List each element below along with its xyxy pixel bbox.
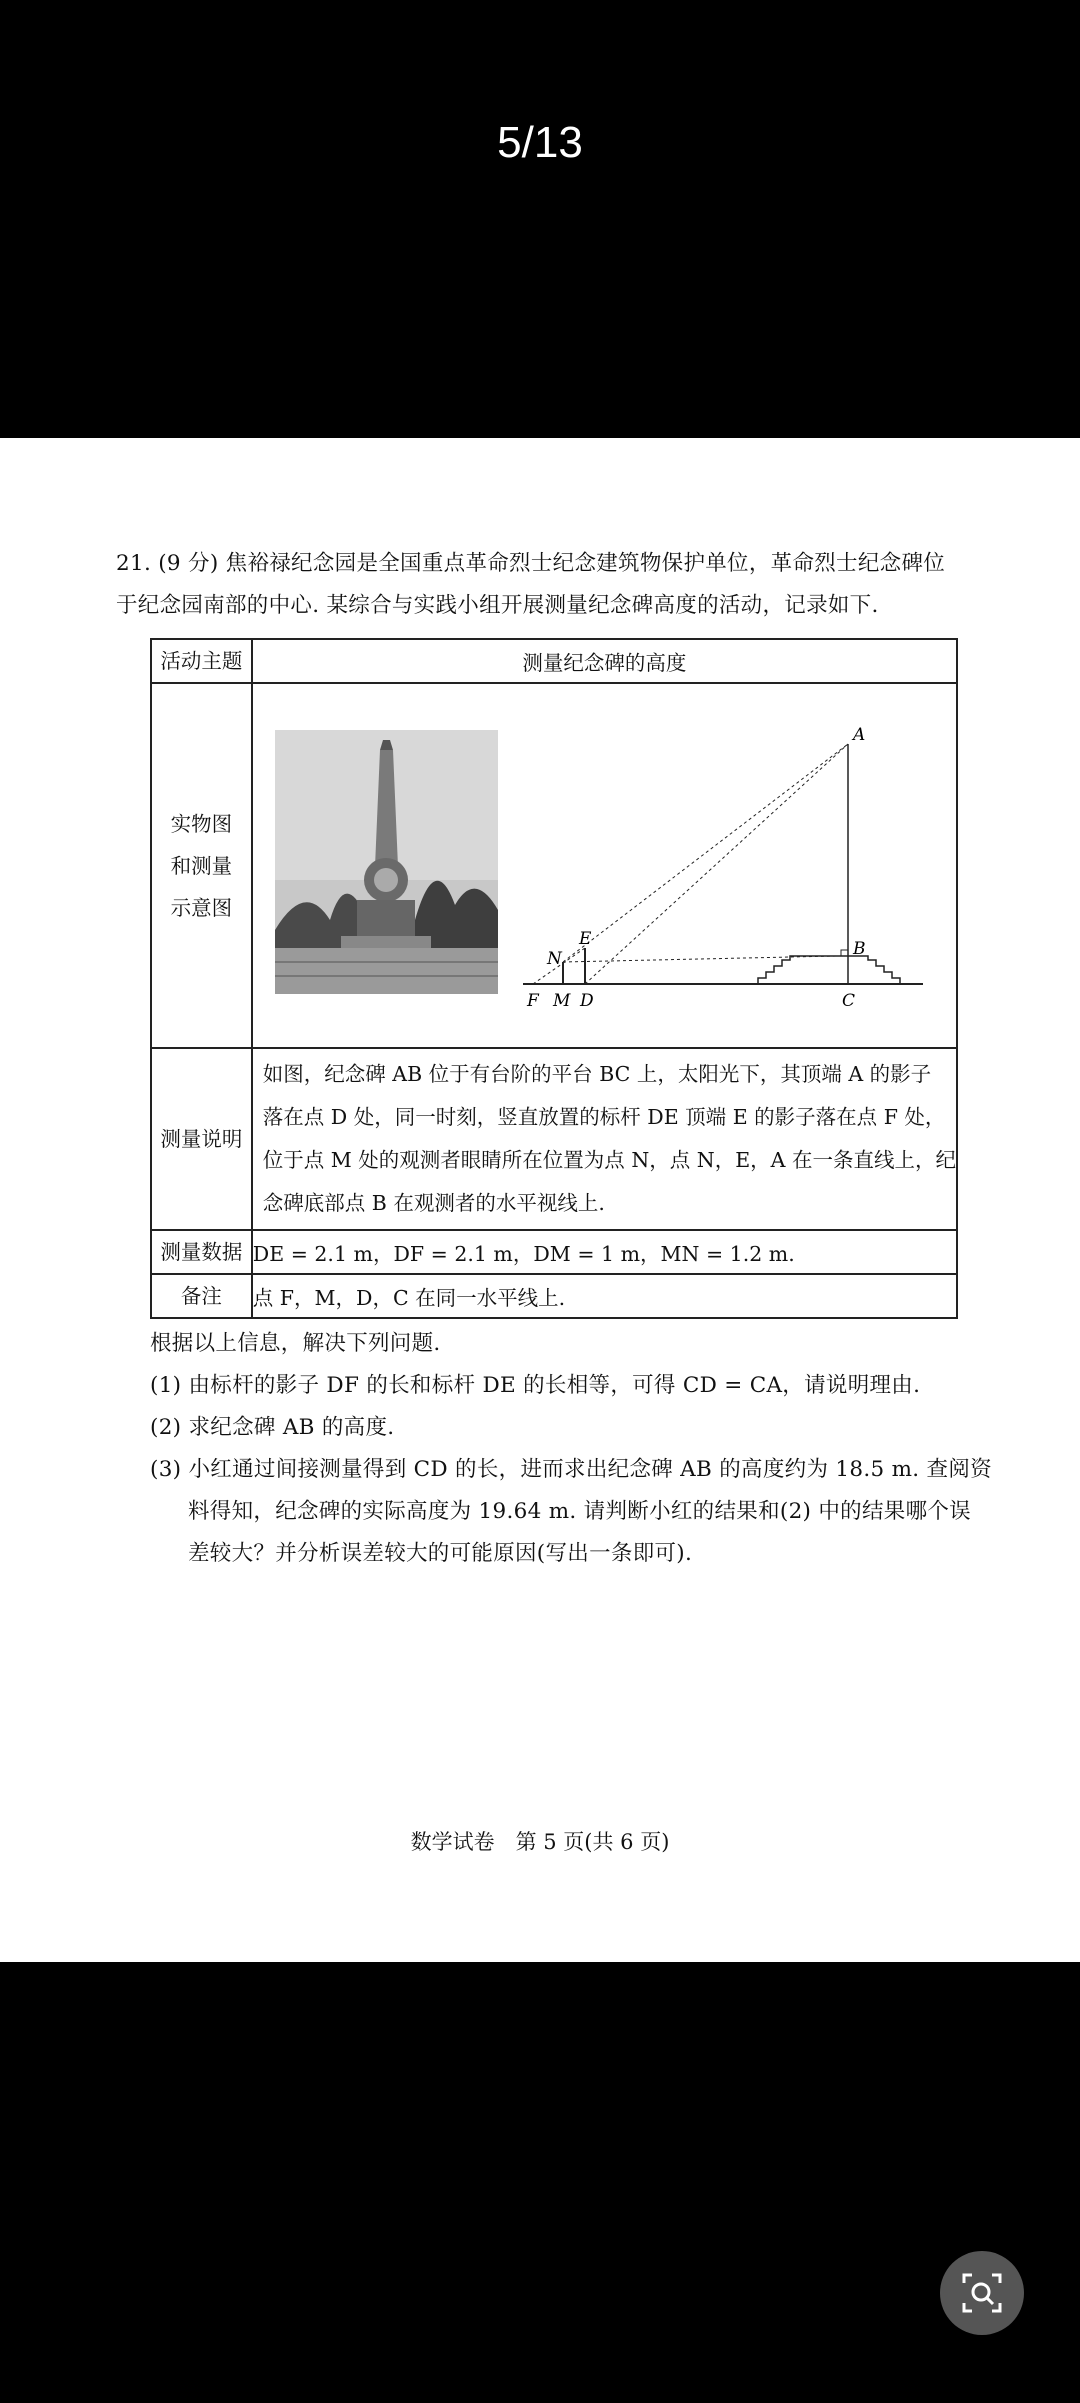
question-line-2: 于纪念园南部的中心. 某综合与实践小组开展测量纪念碑高度的活动，记录如下. <box>116 593 879 618</box>
table-row <box>151 683 957 1048</box>
label-f: F <box>526 991 539 1011</box>
table-row <box>151 639 957 683</box>
activity-table <box>150 638 958 1319</box>
label-n: N <box>546 949 562 969</box>
label-d: D <box>579 991 594 1011</box>
document-page <box>0 438 1080 1962</box>
task-2: (2) 求纪念碑 AB 的高度. <box>150 1415 395 1440</box>
row-label-description: 测量说明 <box>151 1048 252 1230</box>
remark-cell: 点 F，M，D，C 在同一水平线上. <box>252 1274 957 1318</box>
page-counter: 5/13 <box>497 118 583 167</box>
task-3-line-3: 差较大？并分析误差较大的可能原因(写出一条即可). <box>188 1541 693 1566</box>
label-a: A <box>852 725 866 745</box>
label-b: B <box>852 939 866 959</box>
task-3-line-1: (3) 小红通过间接测量得到 CD 的长，进而求出纪念碑 AB 的高度约为 18.5 m. 查阅资 <box>150 1457 992 1482</box>
row-value-theme: 测量纪念碑的高度 <box>252 639 957 683</box>
page-footer: 数学试卷 第 5 页(共 6 页) <box>410 1830 670 1854</box>
row-label-theme: 活动主题 <box>151 639 252 683</box>
description-cell: 如图，纪念碑 AB 位于有台阶的平台 BC 上，太阳光下，其顶端 A 的影子 落在点 D 处，同一时刻，竖直放置的标杆 DE 顶端 E 的影子落在点 F 处， 位于点 M 处的观测者眼睛所在位置为点 N，点 N，E，A 在一条直线上，纪 念碑底部点 B 在观测者的水平视线上. <box>252 1048 957 1230</box>
task-intro: 根据以上信息，解决下列问题. <box>150 1331 441 1356</box>
table-row <box>151 1230 957 1274</box>
question-line-1: 21. (9 分) 焦裕禄纪念园是全国重点革命烈士纪念建筑物保护单位，革命烈士纪念碑位 <box>116 551 946 576</box>
label-m: M <box>552 991 571 1011</box>
task-3-line-2: 料得知，纪念碑的实际高度为 19.64 m. 请判断小红的结果和(2) 中的结果哪个误 <box>188 1499 971 1524</box>
row-label-figure: 实物图 和测量 示意图 <box>151 683 252 1048</box>
image-search-button[interactable] <box>940 2251 1024 2335</box>
measurement-diagram <box>513 714 933 1014</box>
search-icon <box>960 2271 1004 2315</box>
label-e: E <box>578 929 592 949</box>
data-cell: DE = 2.1 m，DF = 2.1 m，DM = 1 m，MN = 1.2 m. <box>252 1230 957 1274</box>
row-label-data: 测量数据 <box>151 1230 252 1274</box>
label-c: C <box>841 991 855 1011</box>
monument-photo <box>275 730 498 994</box>
row-label-remark: 备注 <box>151 1274 252 1318</box>
figure-cell <box>252 683 957 1048</box>
table-row <box>151 1274 957 1318</box>
task-1: (1) 由标杆的影子 DF 的长和标杆 DE 的长相等，可得 CD = CA，请说明理由. <box>150 1373 921 1398</box>
table-row <box>151 1048 957 1230</box>
